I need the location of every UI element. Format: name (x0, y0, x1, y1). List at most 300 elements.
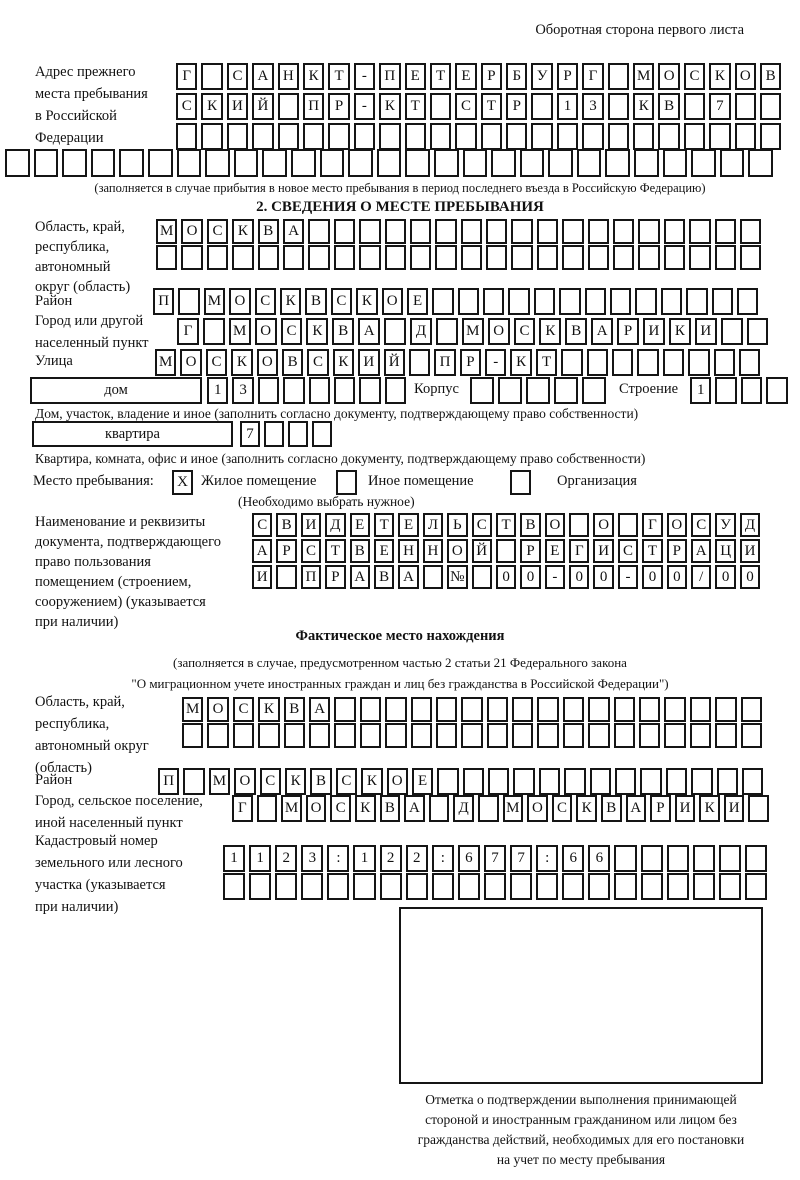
char-cell[interactable]: - (545, 565, 565, 589)
char-cell[interactable]: О (735, 63, 756, 90)
char-cell[interactable]: О (527, 795, 548, 822)
char-cell[interactable]: - (354, 93, 375, 120)
char-cell[interactable] (719, 873, 741, 900)
char-cell[interactable] (719, 845, 741, 872)
char-cell[interactable] (410, 219, 431, 244)
char-cell[interactable] (203, 318, 225, 345)
char-cell[interactable] (634, 149, 659, 177)
char-cell[interactable] (461, 697, 482, 722)
char-cell[interactable] (207, 245, 228, 270)
char-cell[interactable] (563, 697, 584, 722)
char-cell[interactable]: С (307, 349, 328, 376)
char-cell[interactable]: С (252, 513, 272, 537)
char-cell[interactable] (639, 723, 660, 748)
char-cell[interactable]: 0 (740, 565, 760, 589)
char-cell[interactable] (577, 149, 602, 177)
char-cell[interactable] (201, 123, 222, 150)
char-cell[interactable] (610, 288, 631, 315)
char-cell[interactable]: П (301, 565, 321, 589)
char-cell[interactable]: М (281, 795, 302, 822)
char-cell[interactable] (62, 149, 87, 177)
char-cell[interactable]: И (227, 93, 248, 120)
char-cell[interactable] (148, 149, 173, 177)
char-cell[interactable]: А (358, 318, 380, 345)
char-cell[interactable] (34, 149, 59, 177)
char-cell[interactable]: А (283, 219, 304, 244)
char-cell[interactable] (715, 723, 736, 748)
char-cell[interactable] (638, 245, 659, 270)
char-cell[interactable]: А (691, 539, 711, 563)
char-cell[interactable]: Т (481, 93, 502, 120)
char-cell[interactable] (588, 219, 609, 244)
char-cell[interactable] (691, 768, 712, 795)
char-cell[interactable]: Д (325, 513, 345, 537)
char-cell[interactable]: С (301, 539, 321, 563)
char-cell[interactable]: К (306, 318, 328, 345)
char-cell[interactable]: О (255, 318, 277, 345)
char-cell[interactable] (379, 123, 400, 150)
char-cell[interactable] (461, 245, 482, 270)
char-cell[interactable]: Й (472, 539, 492, 563)
char-cell[interactable] (360, 723, 381, 748)
char-cell[interactable]: 1 (249, 845, 271, 872)
char-cell[interactable]: В (374, 565, 394, 589)
char-cell[interactable] (667, 845, 689, 872)
char-cell[interactable]: И (724, 795, 745, 822)
char-cell[interactable] (182, 723, 203, 748)
char-cell[interactable]: Л (423, 513, 443, 537)
char-cell[interactable]: С (691, 513, 711, 537)
char-cell[interactable] (91, 149, 116, 177)
char-cell[interactable]: Р (650, 795, 671, 822)
char-cell[interactable] (526, 377, 550, 404)
char-cell[interactable]: / (691, 565, 711, 589)
char-cell[interactable]: Р (520, 539, 540, 563)
char-cell[interactable] (458, 288, 479, 315)
char-cell[interactable]: С (255, 288, 276, 315)
char-cell[interactable] (348, 149, 373, 177)
char-cell[interactable]: Е (407, 288, 428, 315)
char-cell[interactable]: О (180, 349, 201, 376)
char-cell[interactable] (531, 123, 552, 150)
char-cell[interactable]: П (158, 768, 179, 795)
char-cell[interactable] (410, 245, 431, 270)
char-cell[interactable] (258, 723, 279, 748)
char-cell[interactable] (715, 245, 736, 270)
char-cell[interactable] (587, 349, 608, 376)
char-cell[interactable] (663, 349, 684, 376)
char-cell[interactable]: С (552, 795, 573, 822)
char-cell[interactable]: 1 (223, 845, 245, 872)
char-cell[interactable] (613, 245, 634, 270)
char-cell[interactable] (278, 123, 299, 150)
char-cell[interactable]: К (633, 93, 654, 120)
char-cell[interactable] (614, 697, 635, 722)
char-cell[interactable]: К (576, 795, 597, 822)
char-cell[interactable]: И (675, 795, 696, 822)
char-cell[interactable]: Г (177, 318, 199, 345)
char-cell[interactable]: Е (350, 513, 370, 537)
char-cell[interactable]: О (234, 768, 255, 795)
char-cell[interactable]: Д (410, 318, 432, 345)
char-cell[interactable] (740, 245, 761, 270)
char-cell[interactable] (334, 377, 355, 404)
char-cell[interactable] (664, 697, 685, 722)
char-cell[interactable]: 3 (232, 377, 253, 404)
char-cell[interactable] (327, 873, 349, 900)
char-cell[interactable]: 0 (569, 565, 589, 589)
char-cell[interactable] (689, 219, 710, 244)
char-cell[interactable] (411, 723, 432, 748)
char-cell[interactable]: А (309, 697, 330, 722)
char-cell[interactable]: И (740, 539, 760, 563)
char-cell[interactable] (537, 245, 558, 270)
char-cell[interactable]: 6 (562, 845, 584, 872)
char-cell[interactable] (766, 377, 787, 404)
char-cell[interactable] (487, 697, 508, 722)
char-cell[interactable]: С (233, 697, 254, 722)
char-cell[interactable] (641, 873, 663, 900)
char-cell[interactable]: С (514, 318, 536, 345)
char-cell[interactable] (308, 245, 329, 270)
char-cell[interactable] (478, 795, 499, 822)
char-cell[interactable] (508, 288, 529, 315)
char-cell[interactable]: 7 (484, 845, 506, 872)
char-cell[interactable] (487, 723, 508, 748)
char-cell[interactable] (745, 845, 767, 872)
char-cell[interactable]: С (455, 93, 476, 120)
char-cell[interactable] (309, 377, 330, 404)
char-cell[interactable]: О (181, 219, 202, 244)
char-cell[interactable]: Т (430, 63, 451, 90)
char-cell[interactable]: К (303, 63, 324, 90)
char-cell[interactable]: А (252, 539, 272, 563)
char-cell[interactable]: Т (536, 349, 557, 376)
char-cell[interactable]: В (332, 318, 354, 345)
char-cell[interactable] (429, 795, 450, 822)
char-cell[interactable] (432, 288, 453, 315)
char-cell[interactable]: К (280, 288, 301, 315)
char-cell[interactable]: С (618, 539, 638, 563)
char-cell[interactable] (506, 123, 527, 150)
char-cell[interactable]: : (327, 845, 349, 872)
char-cell[interactable] (461, 723, 482, 748)
char-cell[interactable] (484, 873, 506, 900)
char-cell[interactable]: А (252, 63, 273, 90)
char-cell[interactable]: К (379, 93, 400, 120)
char-cell[interactable]: Й (384, 349, 405, 376)
char-cell[interactable] (741, 697, 762, 722)
char-cell[interactable] (301, 873, 323, 900)
char-cell[interactable] (278, 93, 299, 120)
char-cell[interactable] (284, 723, 305, 748)
char-cell[interactable] (385, 245, 406, 270)
char-cell[interactable]: К (699, 795, 720, 822)
char-cell[interactable] (488, 768, 509, 795)
char-cell[interactable] (430, 93, 451, 120)
char-cell[interactable] (748, 149, 773, 177)
char-cell[interactable] (640, 768, 661, 795)
char-cell[interactable]: Е (412, 768, 433, 795)
char-cell[interactable] (537, 219, 558, 244)
char-cell[interactable] (385, 219, 406, 244)
char-cell[interactable]: № (447, 565, 467, 589)
char-cell[interactable]: В (565, 318, 587, 345)
char-cell[interactable]: О (593, 513, 613, 537)
char-cell[interactable] (693, 873, 715, 900)
char-cell[interactable]: К (669, 318, 691, 345)
char-cell[interactable]: Н (423, 539, 443, 563)
char-cell[interactable]: 6 (458, 845, 480, 872)
char-cell[interactable]: Й (252, 93, 273, 120)
char-cell[interactable]: С (330, 795, 351, 822)
char-cell[interactable]: 0 (496, 565, 516, 589)
char-cell[interactable]: А (398, 565, 418, 589)
char-cell[interactable] (384, 318, 406, 345)
char-cell[interactable]: Ь (447, 513, 467, 537)
char-cell[interactable] (308, 219, 329, 244)
char-cell[interactable] (178, 288, 199, 315)
char-cell[interactable] (436, 723, 457, 748)
char-cell[interactable] (613, 219, 634, 244)
char-cell[interactable] (531, 93, 552, 120)
char-cell[interactable]: К (201, 93, 222, 120)
char-cell[interactable]: 6 (588, 845, 610, 872)
char-cell[interactable] (385, 697, 406, 722)
char-cell[interactable]: В (305, 288, 326, 315)
char-cell[interactable] (563, 723, 584, 748)
char-cell[interactable]: Е (455, 63, 476, 90)
char-cell[interactable] (5, 149, 30, 177)
char-cell[interactable] (472, 565, 492, 589)
char-cell[interactable]: И (643, 318, 665, 345)
char-cell[interactable] (227, 123, 248, 150)
char-cell[interactable]: С (207, 219, 228, 244)
char-cell[interactable] (760, 123, 781, 150)
char-cell[interactable] (328, 123, 349, 150)
char-cell[interactable] (690, 723, 711, 748)
char-cell[interactable] (380, 873, 402, 900)
char-cell[interactable]: А (404, 795, 425, 822)
char-cell[interactable] (119, 149, 144, 177)
char-cell[interactable] (536, 873, 558, 900)
char-cell[interactable] (275, 873, 297, 900)
char-cell[interactable]: Е (398, 513, 418, 537)
char-cell[interactable] (684, 93, 705, 120)
char-cell[interactable]: И (301, 513, 321, 537)
char-cell[interactable] (564, 768, 585, 795)
char-cell[interactable]: А (591, 318, 613, 345)
char-cell[interactable] (436, 697, 457, 722)
char-cell[interactable] (663, 149, 688, 177)
char-cell[interactable]: Г (176, 63, 197, 90)
char-cell[interactable]: М (209, 768, 230, 795)
char-cell[interactable]: М (229, 318, 251, 345)
char-cell[interactable] (223, 873, 245, 900)
char-cell[interactable] (735, 93, 756, 120)
char-cell[interactable] (554, 377, 578, 404)
char-cell[interactable] (689, 245, 710, 270)
char-cell[interactable] (207, 723, 228, 748)
char-cell[interactable] (562, 219, 583, 244)
char-cell[interactable] (658, 123, 679, 150)
char-cell[interactable] (283, 245, 304, 270)
char-cell[interactable]: В (282, 349, 303, 376)
char-cell[interactable] (385, 377, 406, 404)
char-cell[interactable]: П (303, 93, 324, 120)
char-cell[interactable]: Г (569, 539, 589, 563)
char-cell[interactable]: Н (278, 63, 299, 90)
char-cell[interactable] (737, 288, 758, 315)
char-cell[interactable]: О (488, 318, 510, 345)
char-cell[interactable]: С (227, 63, 248, 90)
char-cell[interactable]: У (531, 63, 552, 90)
char-cell[interactable]: Ц (715, 539, 735, 563)
char-cell[interactable]: С (281, 318, 303, 345)
char-cell[interactable] (486, 219, 507, 244)
char-cell[interactable] (359, 245, 380, 270)
char-cell[interactable] (249, 873, 271, 900)
char-cell[interactable] (618, 513, 638, 537)
char-cell[interactable] (667, 873, 689, 900)
char-cell[interactable]: 0 (520, 565, 540, 589)
char-cell[interactable] (288, 421, 308, 447)
char-cell[interactable] (359, 377, 380, 404)
char-cell[interactable]: Р (506, 93, 527, 120)
char-cell[interactable]: О (229, 288, 250, 315)
char-cell[interactable] (666, 768, 687, 795)
char-cell[interactable] (688, 349, 709, 376)
char-cell[interactable]: К (510, 349, 531, 376)
char-cell[interactable]: : (536, 845, 558, 872)
char-cell[interactable] (334, 219, 355, 244)
char-cell[interactable] (638, 219, 659, 244)
char-cell[interactable] (334, 723, 355, 748)
char-cell[interactable]: Р (276, 539, 296, 563)
char-cell[interactable] (359, 219, 380, 244)
char-cell[interactable]: К (231, 349, 252, 376)
stay-type-checkbox-other[interactable] (336, 470, 357, 495)
char-cell[interactable]: Г (642, 513, 662, 537)
char-cell[interactable]: С (331, 288, 352, 315)
char-cell[interactable] (264, 421, 284, 447)
char-cell[interactable] (334, 245, 355, 270)
char-cell[interactable] (561, 349, 582, 376)
char-cell[interactable] (437, 768, 458, 795)
char-cell[interactable]: О (382, 288, 403, 315)
char-cell[interactable] (455, 123, 476, 150)
char-cell[interactable]: Е (545, 539, 565, 563)
char-cell[interactable]: Н (398, 539, 418, 563)
char-cell[interactable] (740, 219, 761, 244)
char-cell[interactable]: М (462, 318, 484, 345)
char-cell[interactable] (585, 288, 606, 315)
char-cell[interactable]: Г (232, 795, 253, 822)
char-cell[interactable]: М (503, 795, 524, 822)
char-cell[interactable]: 3 (582, 93, 603, 120)
char-cell[interactable] (458, 873, 480, 900)
char-cell[interactable]: 2 (275, 845, 297, 872)
char-cell[interactable]: 7 (240, 421, 260, 447)
char-cell[interactable]: К (285, 768, 306, 795)
char-cell[interactable]: П (153, 288, 174, 315)
char-cell[interactable] (411, 697, 432, 722)
char-cell[interactable] (715, 377, 736, 404)
char-cell[interactable] (520, 149, 545, 177)
char-cell[interactable]: О (207, 697, 228, 722)
char-cell[interactable] (233, 723, 254, 748)
char-cell[interactable] (745, 873, 767, 900)
char-cell[interactable] (461, 219, 482, 244)
char-cell[interactable] (377, 149, 402, 177)
char-cell[interactable] (409, 349, 430, 376)
char-cell[interactable] (496, 539, 516, 563)
char-cell[interactable]: О (447, 539, 467, 563)
char-cell[interactable] (435, 245, 456, 270)
char-cell[interactable]: И (358, 349, 379, 376)
char-cell[interactable] (309, 723, 330, 748)
char-cell[interactable] (715, 697, 736, 722)
char-cell[interactable] (590, 768, 611, 795)
char-cell[interactable]: 1 (557, 93, 578, 120)
char-cell[interactable] (615, 768, 636, 795)
char-cell[interactable]: О (545, 513, 565, 537)
char-cell[interactable] (664, 219, 685, 244)
char-cell[interactable] (276, 565, 296, 589)
char-cell[interactable]: О (667, 513, 687, 537)
char-cell[interactable]: В (658, 93, 679, 120)
char-cell[interactable] (709, 123, 730, 150)
char-cell[interactable] (312, 421, 332, 447)
char-cell[interactable]: 0 (667, 565, 687, 589)
char-cell[interactable] (181, 245, 202, 270)
char-cell[interactable]: В (350, 539, 370, 563)
char-cell[interactable] (177, 149, 202, 177)
char-cell[interactable]: М (155, 349, 176, 376)
char-cell[interactable] (588, 245, 609, 270)
char-cell[interactable] (691, 149, 716, 177)
char-cell[interactable]: К (539, 318, 561, 345)
char-cell[interactable]: О (387, 768, 408, 795)
char-cell[interactable]: Т (405, 93, 426, 120)
char-cell[interactable]: 0 (715, 565, 735, 589)
char-cell[interactable] (252, 123, 273, 150)
char-cell[interactable]: К (232, 219, 253, 244)
char-cell[interactable] (360, 697, 381, 722)
char-cell[interactable]: М (156, 219, 177, 244)
char-cell[interactable]: Р (557, 63, 578, 90)
char-cell[interactable]: П (379, 63, 400, 90)
char-cell[interactable]: М (182, 697, 203, 722)
char-cell[interactable]: Т (325, 539, 345, 563)
char-cell[interactable] (639, 697, 660, 722)
char-cell[interactable]: У (715, 513, 735, 537)
char-cell[interactable]: В (276, 513, 296, 537)
char-cell[interactable] (303, 123, 324, 150)
char-cell[interactable] (405, 149, 430, 177)
char-cell[interactable] (721, 318, 743, 345)
char-cell[interactable] (354, 123, 375, 150)
char-cell[interactable]: М (633, 63, 654, 90)
char-cell[interactable] (334, 697, 355, 722)
stay-type-checkbox-residential[interactable]: X (172, 470, 193, 495)
char-cell[interactable] (183, 768, 204, 795)
char-cell[interactable]: 0 (593, 565, 613, 589)
char-cell[interactable]: С (684, 63, 705, 90)
char-cell[interactable] (512, 723, 533, 748)
char-cell[interactable] (747, 318, 769, 345)
char-cell[interactable] (559, 288, 580, 315)
